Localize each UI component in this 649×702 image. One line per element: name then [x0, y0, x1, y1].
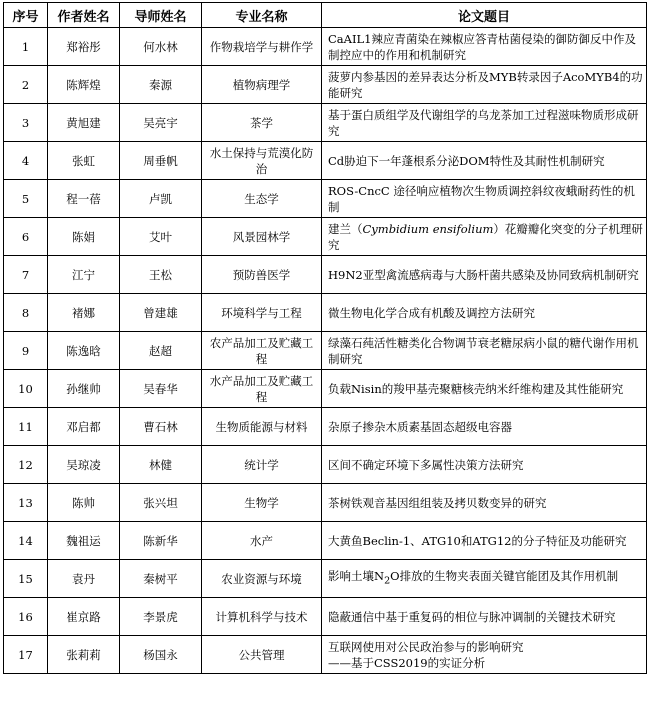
- table-row: [4, 332, 647, 370]
- thesis-title: 隐蔽通信中基于重复码的相位与脉冲调制的关键技术研究: [322, 598, 647, 636]
- row-number: 10: [4, 370, 48, 408]
- advisor-name: 王松: [120, 256, 202, 294]
- author-name: 陈娟: [48, 218, 120, 256]
- header-title: 论文题目: [322, 3, 647, 28]
- table-row: [4, 484, 647, 522]
- table-row: [4, 104, 647, 142]
- author-name: 褚娜: [48, 294, 120, 332]
- author-name: 崔京路: [48, 598, 120, 636]
- thesis-table: [3, 2, 647, 674]
- row-number: 9: [4, 332, 48, 370]
- table-row: [4, 522, 647, 560]
- table-row: [4, 256, 647, 294]
- advisor-name: 张兴坦: [120, 484, 202, 522]
- author-name: 孙继帅: [48, 370, 120, 408]
- table-row: [4, 294, 647, 332]
- advisor-name: 曾建雄: [120, 294, 202, 332]
- major-name: 环境科学与工程: [202, 294, 322, 332]
- header-row: [4, 3, 647, 28]
- header-author: 作者姓名: [48, 3, 120, 28]
- row-number: 1: [4, 28, 48, 66]
- thesis-title: 负载Nisin的羧甲基壳聚糖核壳纳米纤维构建及其性能研究: [322, 370, 647, 408]
- thesis-title: 基于蛋白质组学及代谢组学的乌龙茶加工过程滋味物质形成研究: [322, 104, 647, 142]
- author-name: 吴琼凌: [48, 446, 120, 484]
- advisor-name: 曹石林: [120, 408, 202, 446]
- advisor-name: 卢凯: [120, 180, 202, 218]
- table-row: [4, 66, 647, 104]
- row-number: 4: [4, 142, 48, 180]
- advisor-name: 吴春华: [120, 370, 202, 408]
- major-name: 作物栽培学与耕作学: [202, 28, 322, 66]
- advisor-name: 秦树平: [120, 560, 202, 598]
- author-name: 程一蓓: [48, 180, 120, 218]
- thesis-title: 建兰（Cymbidium ensifolium）花瓣瓣化突变的分子机理研究: [322, 218, 647, 256]
- row-number: 7: [4, 256, 48, 294]
- header-major: 专业名称: [202, 3, 322, 28]
- author-name: 张虹: [48, 142, 120, 180]
- table-row: [4, 636, 647, 674]
- table-row: [4, 370, 647, 408]
- advisor-name: 吴亮宇: [120, 104, 202, 142]
- major-name: 农产品加工及贮藏工程: [202, 332, 322, 370]
- row-number: 14: [4, 522, 48, 560]
- major-name: 水土保持与荒漠化防治: [202, 142, 322, 180]
- row-number: 11: [4, 408, 48, 446]
- table-row: [4, 446, 647, 484]
- major-name: 茶学: [202, 104, 322, 142]
- row-number: 15: [4, 560, 48, 598]
- major-name: 预防兽医学: [202, 256, 322, 294]
- row-number: 2: [4, 66, 48, 104]
- thesis-title: CaAIL1辣应青菌染在辣椒应答青枯菌侵染的御防御反中作及制控应中的作用和机制研究: [322, 28, 647, 66]
- author-name: 陈逸晗: [48, 332, 120, 370]
- table-row: [4, 598, 647, 636]
- author-name: 黄旭建: [48, 104, 120, 142]
- author-name: 郑裕彤: [48, 28, 120, 66]
- major-name: 风景园林学: [202, 218, 322, 256]
- row-number: 3: [4, 104, 48, 142]
- thesis-title: 杂原子掺杂木质素基固态超级电容器: [322, 408, 647, 446]
- author-name: 袁丹: [48, 560, 120, 598]
- row-number: 8: [4, 294, 48, 332]
- row-number: 16: [4, 598, 48, 636]
- table-row: [4, 408, 647, 446]
- advisor-name: 杨国永: [120, 636, 202, 674]
- thesis-title: H9N2亚型禽流感病毒与大肠杆菌共感染及协同致病机制研究: [322, 256, 647, 294]
- advisor-name: 何水林: [120, 28, 202, 66]
- thesis-title: 区间不确定环境下多属性决策方法研究: [322, 446, 647, 484]
- thesis-title: 绿藻石莼活性糖类化合物调节衰老糖尿病小鼠的糖代谢作用机制研究: [322, 332, 647, 370]
- row-number: 5: [4, 180, 48, 218]
- advisor-name: 李景虎: [120, 598, 202, 636]
- advisor-name: 秦源: [120, 66, 202, 104]
- table-row: [4, 28, 647, 66]
- thesis-title: ROS-CncC 途径响应植物次生物质调控斜纹夜蛾耐药性的机制: [322, 180, 647, 218]
- advisor-name: 林健: [120, 446, 202, 484]
- thesis-title: 茶树铁观音基因组组装及拷贝数变异的研究: [322, 484, 647, 522]
- table-row: [4, 142, 647, 180]
- table-row: [4, 560, 647, 598]
- thesis-title: 互联网使用对公民政治参与的影响研究 ——基于CSS2019的实证分析: [322, 636, 647, 674]
- advisor-name: 赵超: [120, 332, 202, 370]
- major-name: 生物学: [202, 484, 322, 522]
- author-name: 邓启都: [48, 408, 120, 446]
- row-number: 13: [4, 484, 48, 522]
- thesis-title: 大黄鱼Beclin-1、ATG10和ATG12的分子特征及功能研究: [322, 522, 647, 560]
- advisor-name: 艾叶: [120, 218, 202, 256]
- author-name: 陈辉煌: [48, 66, 120, 104]
- thesis-title: 菠萝内参基因的差异表达分析及MYB转录因子AcoMYB4的功能研究: [322, 66, 647, 104]
- author-name: 张莉莉: [48, 636, 120, 674]
- major-name: 公共管理: [202, 636, 322, 674]
- author-name: 江宁: [48, 256, 120, 294]
- major-name: 生物质能源与材料: [202, 408, 322, 446]
- major-name: 农业资源与环境: [202, 560, 322, 598]
- author-name: 陈帅: [48, 484, 120, 522]
- thesis-title: 影响土壤$N_2O$排放的生物夹表面关键官能团及其作用机制: [322, 560, 647, 598]
- thesis-title: Cd胁迫下一年蓬根系分泌DOM特性及其耐性机制研究: [322, 142, 647, 180]
- thesis-title: 微生物电化学合成有机酸及调控方法研究: [322, 294, 647, 332]
- header-advisor: 导师姓名: [120, 3, 202, 28]
- major-name: 生态学: [202, 180, 322, 218]
- major-name: 计算机科学与技术: [202, 598, 322, 636]
- row-number: 6: [4, 218, 48, 256]
- major-name: 植物病理学: [202, 66, 322, 104]
- table-body: [4, 28, 647, 674]
- header-seq: 序号: [4, 3, 48, 28]
- advisor-name: 周垂帆: [120, 142, 202, 180]
- author-name: 魏祖运: [48, 522, 120, 560]
- major-name: 水产品加工及贮藏工程: [202, 370, 322, 408]
- row-number: 12: [4, 446, 48, 484]
- major-name: 水产: [202, 522, 322, 560]
- row-number: 17: [4, 636, 48, 674]
- major-name: 统计学: [202, 446, 322, 484]
- table-row: [4, 218, 647, 256]
- advisor-name: 陈新华: [120, 522, 202, 560]
- table-row: [4, 180, 647, 218]
